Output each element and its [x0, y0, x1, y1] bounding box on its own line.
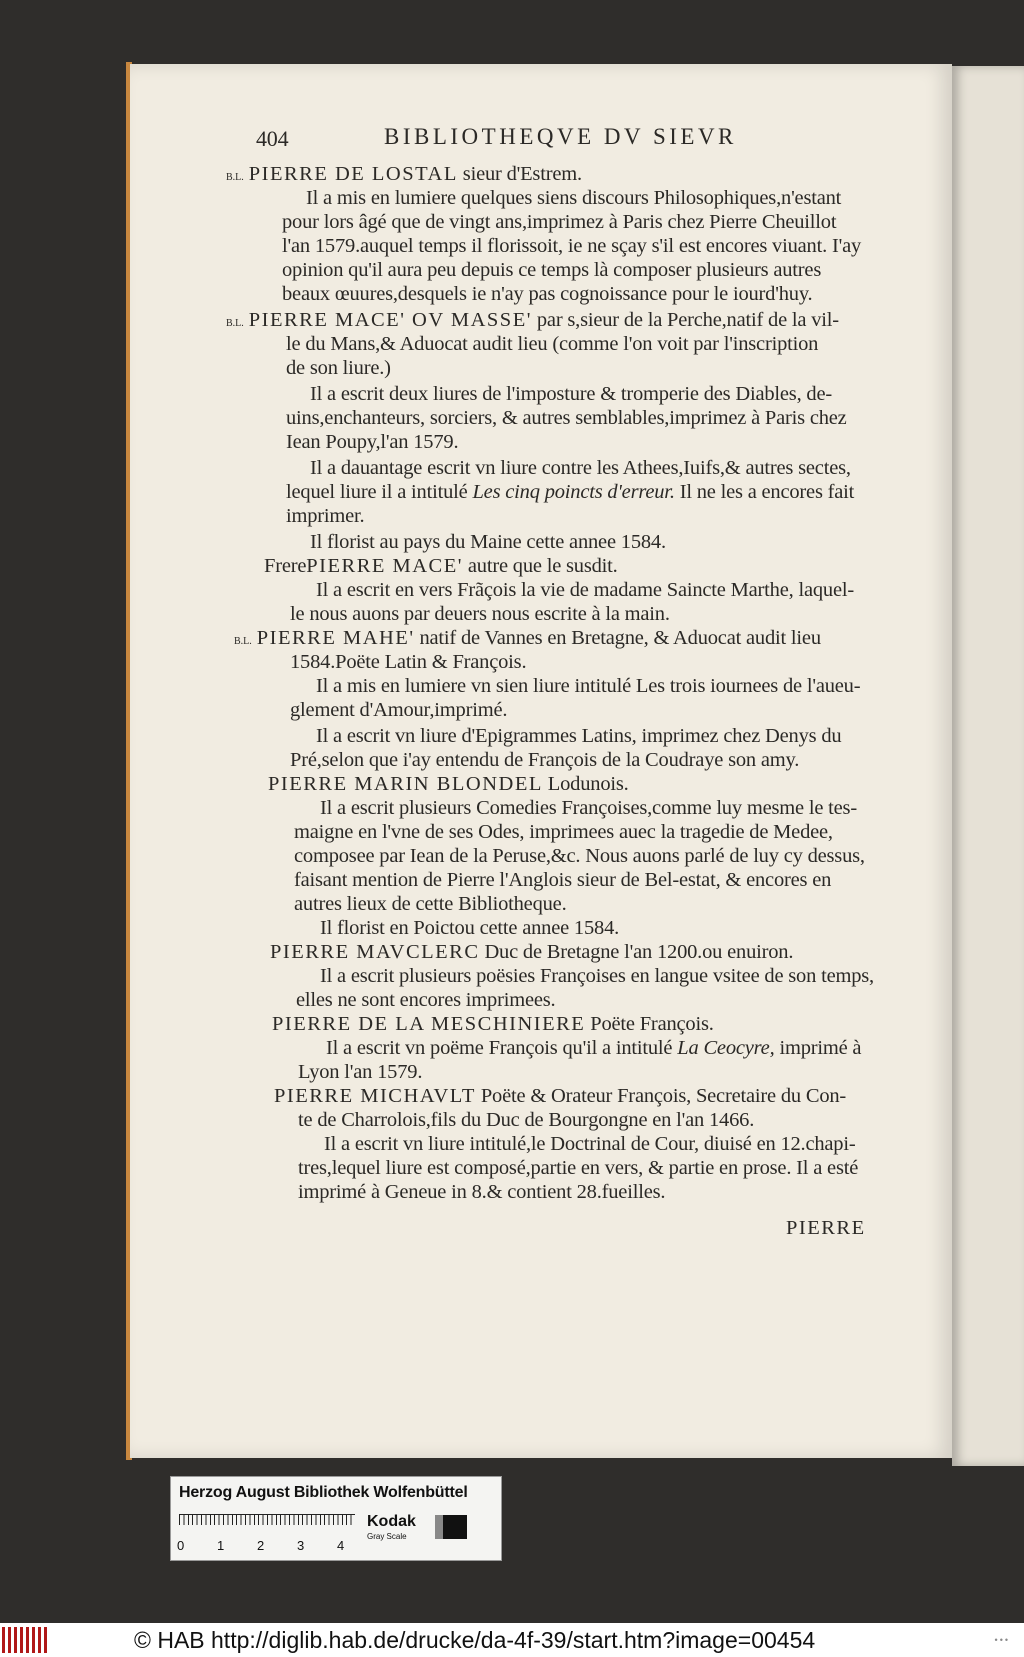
- author-title: par s,sieur de la Perche,natif de la vil-: [536, 309, 839, 331]
- text-line: de son liure.): [286, 357, 391, 379]
- text-line: faisant mention de Pierre l'Anglois sieur de Bel-estat, & encores en: [294, 869, 832, 891]
- text-line: composee par Iean de la Peruse,&c. Nous auons parlé de luy cy dessus,: [294, 845, 865, 867]
- text-line: Il a mis en lumiere quelques siens discours Philosophiques,n'estant: [306, 187, 842, 209]
- margin-note: B.L.: [226, 318, 244, 329]
- footer-bar: [0, 1623, 1024, 1657]
- author-name: PIERRE MAVCLERC: [270, 941, 480, 963]
- book-page: [130, 64, 952, 1458]
- text-line: Il florist en Poictou cette annee 1584.: [320, 917, 620, 939]
- text-line: beaux œuures,desquels ie n'ay pas cognoissance pour le iourd'huy.: [282, 283, 813, 305]
- entry-heading: B.L. PIERRE MAHE' natif de Vannes en Bretagne, & Aduocat audit lieu: [234, 627, 821, 649]
- text-line: uins,enchanteurs, sorciers, & autres semblables,imprimez à Paris chez: [286, 407, 847, 429]
- ruler-numbers: 0 1 2 3 4: [177, 1538, 345, 1553]
- text-line: Pré,selon que i'ay entendu de François de la Coudraye son amy.: [290, 749, 800, 771]
- footer-dots: •••: [994, 1635, 1010, 1645]
- author-name: PIERRE MARIN BLONDEL: [268, 773, 543, 795]
- book-title: Les cinq poincts d'erreur.: [472, 481, 675, 503]
- text-line: tres,lequel liure est composé,partie en vers, & partie en prose. Il a esté: [298, 1157, 859, 1179]
- entry-heading: FrerePIERRE MACE' autre que le susdit.: [264, 555, 618, 577]
- catchword: PIERRE: [786, 1217, 866, 1239]
- author-name: PIERRE MICHAVLT: [274, 1085, 476, 1107]
- text-line: te de Charrolois,fils du Duc de Bourgongne en l'an 1466.: [298, 1109, 755, 1131]
- page-number: 404: [256, 126, 289, 151]
- author-name: PIERRE MACE' OV MASSE': [248, 309, 532, 331]
- entry-heading: PIERRE DE LA MESCHINIERE Poëte François.: [272, 1013, 714, 1035]
- text-line: l'an 1579.auquel temps il florissoit, ie ne sçay s'il est encores viuant. I'ay: [282, 235, 862, 257]
- text-line: Il a escrit vn poëme François qu'il a intitulé La Ceocyre, imprimé à: [326, 1037, 862, 1059]
- text-line: maigne en l'vne de ses Odes, imprimees auec la tragedie de Medee,: [294, 821, 833, 843]
- entry-heading: PIERRE MICHAVLT Poëte & Orateur François, Secretaire du Con-: [274, 1085, 847, 1107]
- text-line: glement d'Amour,imprimé.: [290, 699, 508, 721]
- text-line: le nous auons par deuers nous escrite à la main.: [290, 603, 670, 625]
- text-line: autres lieux de cette Bibliotheque.: [294, 893, 567, 915]
- card-title: Herzog August Bibliothek Wolfenbüttel: [179, 1484, 468, 1501]
- margin-note: B.L.: [234, 636, 252, 647]
- text-line: imprimé à Geneue in 8.& contient 28.fueilles.: [298, 1181, 666, 1203]
- book-title: La Ceocyre,: [677, 1037, 775, 1059]
- kodak-logo: Kodak: [367, 1513, 416, 1530]
- text-line: opinion qu'il aura peu depuis ce temps là composer plusieurs autres: [282, 259, 822, 281]
- author-name: PIERRE DE LOSTAL: [248, 163, 458, 185]
- facing-page: [952, 66, 1024, 1466]
- text-line: le du Mans,& Aduocat audit lieu (comme l'on voit par l'inscription: [286, 333, 819, 355]
- author-name: PIERRE MAHE': [256, 627, 415, 649]
- hab-logo-icon: [2, 1627, 48, 1653]
- text-line: 1584.Poëte Latin & François.: [290, 651, 527, 673]
- author-title: sieur d'Estrem.: [462, 163, 582, 185]
- page-text: [130, 64, 952, 1458]
- text-line: Il a escrit en vers Frãçois la vie de madame Saincte Marthe, laquel-: [316, 579, 854, 601]
- text-line: elles ne sont encores imprimees.: [296, 989, 556, 1011]
- entry-heading: PIERRE MAVCLERC Duc de Bretagne l'an 1200.ou enuiron.: [270, 941, 794, 963]
- text-line: Lyon l'an 1579.: [298, 1061, 423, 1083]
- text-line: Il florist au pays du Maine cette annee 1584.: [310, 531, 666, 553]
- footer-copyright-link[interactable]: © HAB http://diglib.hab.de/drucke/da-4f-39/start.htm?image=00454: [134, 1627, 816, 1653]
- text-line: Il a mis en lumiere vn sien liure intitulé Les trois iournees de l'aueu-: [316, 675, 861, 697]
- margin-note: B.L.: [226, 172, 244, 183]
- text-line: Il a escrit vn liure d'Epigrammes Latins, imprimez chez Denys du: [316, 725, 842, 747]
- text-line: imprimer.: [286, 505, 365, 527]
- text-line: pour lors âgé que de vingt ans,imprimez à Paris chez Pierre Cheuillot: [282, 211, 837, 233]
- author-name: PIERRE DE LA MESCHINIERE: [272, 1013, 586, 1035]
- running-title: BIBLIOTHEQVE DV SIEVR: [384, 124, 737, 149]
- entry-heading: PIERRE MARIN BLONDEL Lodunois.: [268, 773, 629, 795]
- author-name: PIERRE MACE': [306, 555, 463, 577]
- ruler-scale: [179, 1514, 355, 1533]
- text-line: Il a escrit plusieurs poësies Françoises en langue vsitee de son temps,: [320, 965, 874, 987]
- text-line: Il a escrit plusieurs Comedies Françoises,comme luy mesme le tes-: [320, 797, 857, 819]
- text-line: Iean Poupy,l'an 1579.: [286, 431, 459, 453]
- color-calibration-card: [170, 1476, 502, 1561]
- text-line: Il a escrit deux liures de l'imposture & tromperie des Diables, de-: [310, 383, 832, 405]
- text-line: Il a escrit vn liure intitulé,le Doctrinal de Cour, diuisé en 12.chapi-: [324, 1133, 856, 1155]
- gray-scale-label: Gray Scale: [367, 1532, 407, 1541]
- text-line: lequel liure il a intitulé Les cinq poincts d'erreur. Il ne les a encores fait: [286, 481, 855, 503]
- gray-patch: [435, 1515, 467, 1539]
- text-line: Il a dauantage escrit vn liure contre les Athees,Iuifs,& autres sectes,: [310, 457, 851, 479]
